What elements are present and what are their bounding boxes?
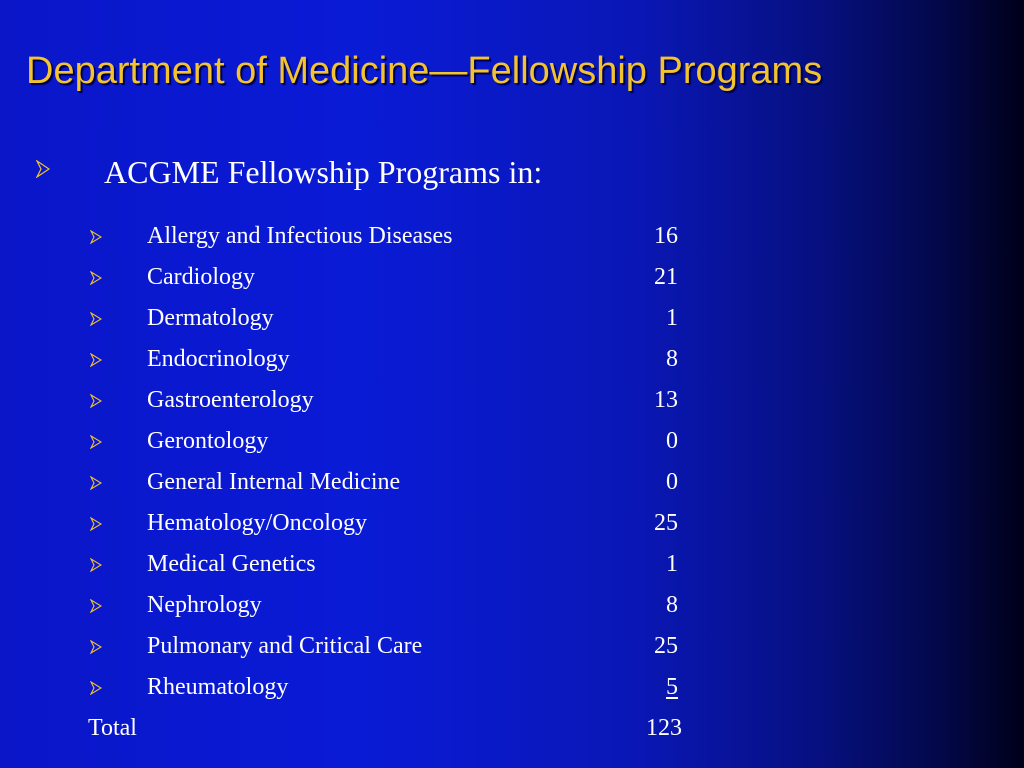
list-item bbox=[88, 462, 688, 503]
total-row bbox=[88, 708, 688, 749]
program-count: 25 bbox=[654, 510, 678, 536]
list-item bbox=[88, 380, 688, 421]
program-count: 16 bbox=[654, 223, 678, 249]
list-item bbox=[88, 667, 688, 708]
program-name: Allergy and Infectious Diseases bbox=[147, 223, 453, 249]
program-name: Hematology/Oncology bbox=[147, 510, 367, 536]
program-name: Nephrology bbox=[147, 592, 262, 618]
program-name: Cardiology bbox=[147, 264, 255, 290]
program-name: Gerontology bbox=[147, 428, 269, 454]
program-name: Pulmonary and Critical Care bbox=[147, 633, 423, 659]
arrow-bullet-icon bbox=[90, 599, 102, 613]
list-item bbox=[88, 216, 688, 257]
arrow-bullet-icon bbox=[90, 558, 102, 572]
program-count: 0 bbox=[666, 469, 678, 495]
program-count: 0 bbox=[666, 428, 678, 454]
program-name: Rheumatology bbox=[147, 674, 289, 700]
arrow-bullet-icon bbox=[90, 517, 102, 531]
program-name: Dermatology bbox=[147, 305, 274, 331]
slide-title: Department of Medicine—Fellowship Programs bbox=[26, 50, 823, 92]
list-item bbox=[88, 626, 688, 667]
program-name: Medical Genetics bbox=[147, 551, 316, 577]
list-item bbox=[88, 585, 688, 626]
arrow-bullet-icon bbox=[90, 230, 102, 244]
program-count: 25 bbox=[654, 633, 678, 659]
arrow-bullet-icon bbox=[90, 312, 102, 326]
list-item bbox=[88, 421, 688, 462]
arrow-bullet-icon bbox=[90, 271, 102, 285]
list-item bbox=[88, 544, 688, 585]
program-name: General Internal Medicine bbox=[147, 469, 401, 495]
total-label: Total bbox=[88, 715, 137, 741]
list-item bbox=[88, 503, 688, 544]
program-list bbox=[88, 216, 688, 749]
program-count: 8 bbox=[666, 592, 678, 618]
list-item bbox=[88, 339, 688, 380]
arrow-bullet-icon bbox=[90, 640, 102, 654]
program-count: 5 bbox=[666, 674, 678, 700]
program-count: 1 bbox=[666, 305, 678, 331]
program-count: 13 bbox=[654, 387, 678, 413]
list-item bbox=[88, 257, 688, 298]
arrow-bullet-icon bbox=[90, 435, 102, 449]
arrow-bullet-icon bbox=[36, 160, 50, 178]
program-count: 21 bbox=[654, 264, 678, 290]
arrow-bullet-icon bbox=[90, 476, 102, 490]
program-name: Gastroenterology bbox=[147, 387, 314, 413]
subheading bbox=[36, 150, 836, 194]
arrow-bullet-icon bbox=[90, 681, 102, 695]
program-count: 1 bbox=[666, 551, 678, 577]
list-item bbox=[88, 298, 688, 339]
arrow-bullet-icon bbox=[90, 394, 102, 408]
total-count: 123 bbox=[646, 715, 682, 741]
program-name: Endocrinology bbox=[147, 346, 290, 372]
subheading-text: ACGME Fellowship Programs in: bbox=[104, 154, 543, 190]
program-count: 8 bbox=[666, 346, 678, 372]
arrow-bullet-icon bbox=[90, 353, 102, 367]
